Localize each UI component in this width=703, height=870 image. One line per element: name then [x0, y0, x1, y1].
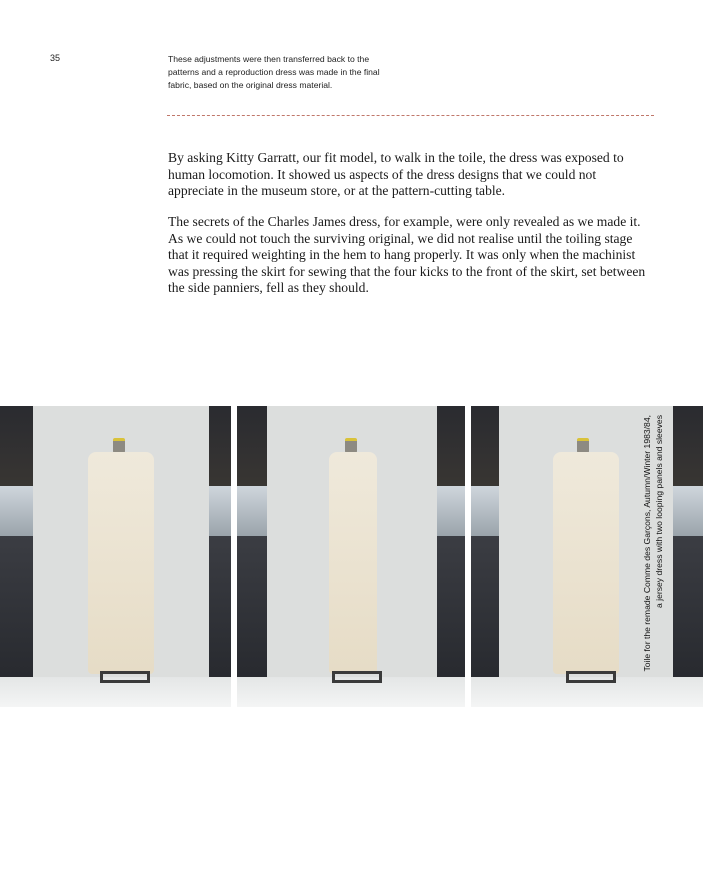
page-number: 35	[50, 53, 61, 63]
body-paragraph-2: The secrets of the Charles James dress, for example, were only revealed as we made it. As we could not touch the surviving original, we did not realise until the toiling stage that it required weighting in the hem to hang properly. It was only when the machinist was pressing the skirt for sewing that the four kicks to the front of the skirt, set between the side panniers, fell as they should.	[168, 214, 646, 296]
caption-line-2: a jersey dress with two looping panels and sleeves	[654, 415, 664, 608]
dress-form-stand	[100, 671, 150, 683]
dress-figure	[553, 452, 619, 674]
body-paragraph-1: By asking Kitty Garratt, our fit model, to walk in the toile, the dress was exposed to human locomotion. It showed us aspects of the dress designs that we could not appreciate in the museum store, or at the pattern-cutting table.	[168, 150, 624, 199]
dress-form-head	[113, 438, 125, 453]
dashed-divider	[167, 115, 654, 116]
photo-caption	[641, 415, 664, 675]
photo-strip	[0, 406, 703, 707]
photo-back-view	[471, 406, 703, 707]
dress-form-stand	[566, 671, 616, 683]
photo-front-view	[0, 406, 231, 707]
dress-figure	[329, 452, 377, 674]
dress-figure	[88, 452, 154, 674]
dress-form-stand	[332, 671, 382, 683]
dress-form-head	[345, 438, 357, 453]
dress-form-head	[577, 438, 589, 453]
caption-line-1: Toile for the remade Comme des Garçons, Autumn/Winter 1983/84,	[642, 415, 652, 672]
photo-side-view	[237, 406, 465, 707]
sidenote: These adjustments were then transferred back to the patterns and a reproduction dress was made in the final fabric, based on the original dress material.	[168, 54, 380, 90]
